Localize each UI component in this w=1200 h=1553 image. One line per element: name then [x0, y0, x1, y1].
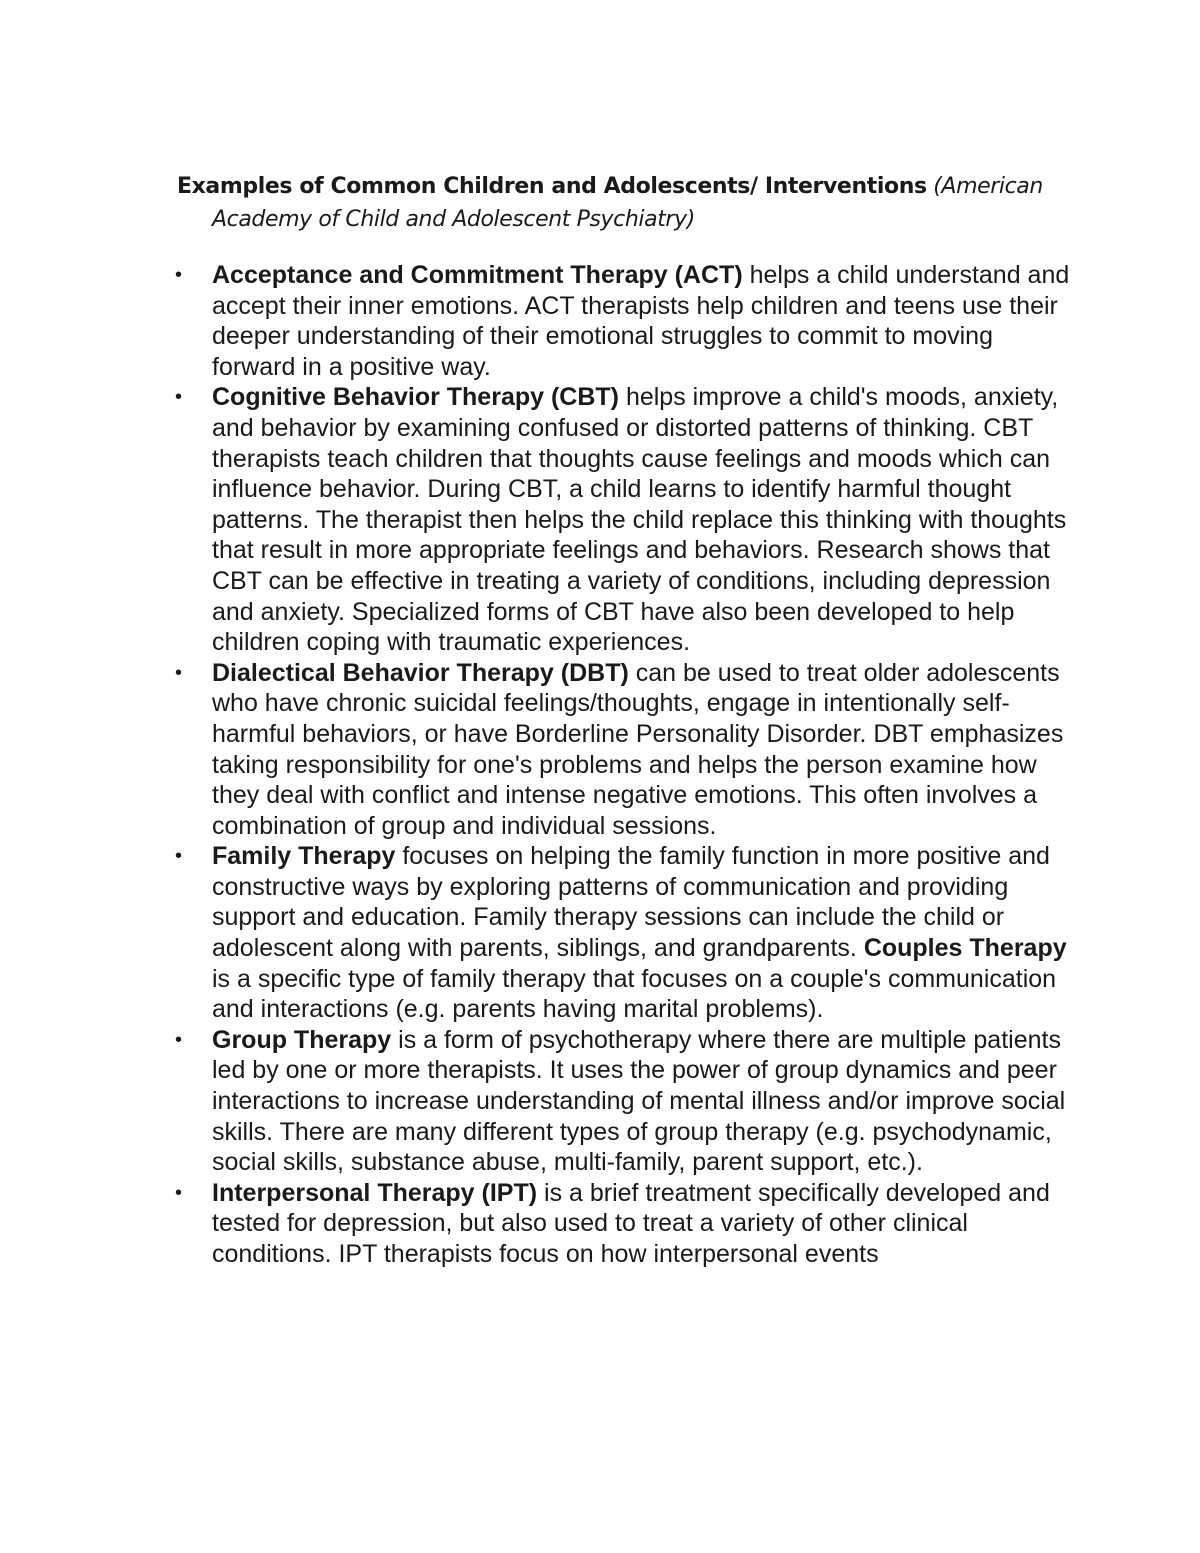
interventions-list — [175, 260, 1072, 1270]
heading-title: Examples of Common Children and Adolescents/ Interventions — [177, 174, 927, 199]
item-term: Acceptance and Commitment Therapy (ACT) — [212, 261, 743, 289]
item-text: can be used to treat older adolescents who have chronic suicidal feelings/thoughts, engage in intentionally self-harmful behaviors, or have Borderline Personality Disorder. DBT emphasizes taking responsibility for one's problems and helps the person examine how they deal with conflict and intense negative emotions. This often involves a combination of group and individual sessions. — [212, 658, 1064, 840]
item-text-couples: is a specific type of family therapy that focuses on a couple's communication and interactions (e.g. parents having marital problems). — [212, 964, 1057, 1024]
item-term: Group Therapy — [212, 1025, 392, 1054]
document-heading — [177, 170, 1072, 236]
bullet-icon: • — [175, 386, 183, 409]
item-text: helps improve a child's moods, anxiety, and behavior by examining confused or distorted patterns of thinking. CBT therapists teach children that thoughts cause feelings and moods which can influence behavior. During CBT, a child learns to identify harmful thought patterns. The therapist then helps the child replace this thinking with thoughts that result in more appropriate feelings and behaviors. Research shows that CBT can be effective in treating a variety of conditions, including depression and anxiety. Specialized forms of CBT have also been developed to help children coping with traumatic experiences. — [212, 383, 1067, 657]
item-text: helps a child understand and accept their inner emotions. ACT therapists help children and teens use their deeper understanding of their emotional struggles to commit to moving forward in a positive way. — [212, 261, 1070, 381]
item-text: focuses on helping the family function in more positive and constructive ways by exploring patterns of communication and providing support and education. Family therapy sessions can include the child or adolescent along with parents, siblings, and grandparents. — [212, 842, 1050, 963]
list-item-group-therapy — [175, 1025, 1072, 1178]
list-item-dbt — [175, 658, 1072, 842]
bullet-icon: • — [175, 1028, 183, 1051]
bullet-icon: • — [175, 661, 183, 684]
list-item-ipt — [175, 1178, 1072, 1270]
bullet-icon: • — [175, 1181, 183, 1204]
list-item-act — [175, 260, 1072, 382]
bullet-icon: • — [175, 264, 183, 286]
item-term: Interpersonal Therapy (IPT) — [212, 1178, 538, 1207]
item-term-couples: Couples Therapy — [863, 934, 1067, 963]
item-text: is a form of psychotherapy where there are multiple patients led by one or more therapists. It uses the power of group dynamics and peer interactions to increase understanding of mental illness and/or improve social skills. There are many different types of group therapy (e.g. psychodynamic, social skills, substance abuse, multi-family, parent support, etc.). — [212, 1025, 1066, 1177]
bullet-icon: • — [175, 845, 183, 868]
item-text: is a brief treatment specifically developed and tested for depression, but also used to treat a variety of other clinical conditions. IPT therapists focus on how interpersonal events — [212, 1178, 1050, 1268]
list-item-family-therapy — [175, 841, 1072, 1025]
item-term: Cognitive Behavior Therapy (CBT) — [212, 383, 619, 412]
heading-source: (American Academy of Child and Adolescent Psychiatry) — [212, 174, 1043, 232]
item-term: Dialectical Behavior Therapy (DBT) — [212, 658, 629, 687]
list-item-cbt — [175, 382, 1072, 657]
item-term: Family Therapy — [212, 842, 396, 871]
